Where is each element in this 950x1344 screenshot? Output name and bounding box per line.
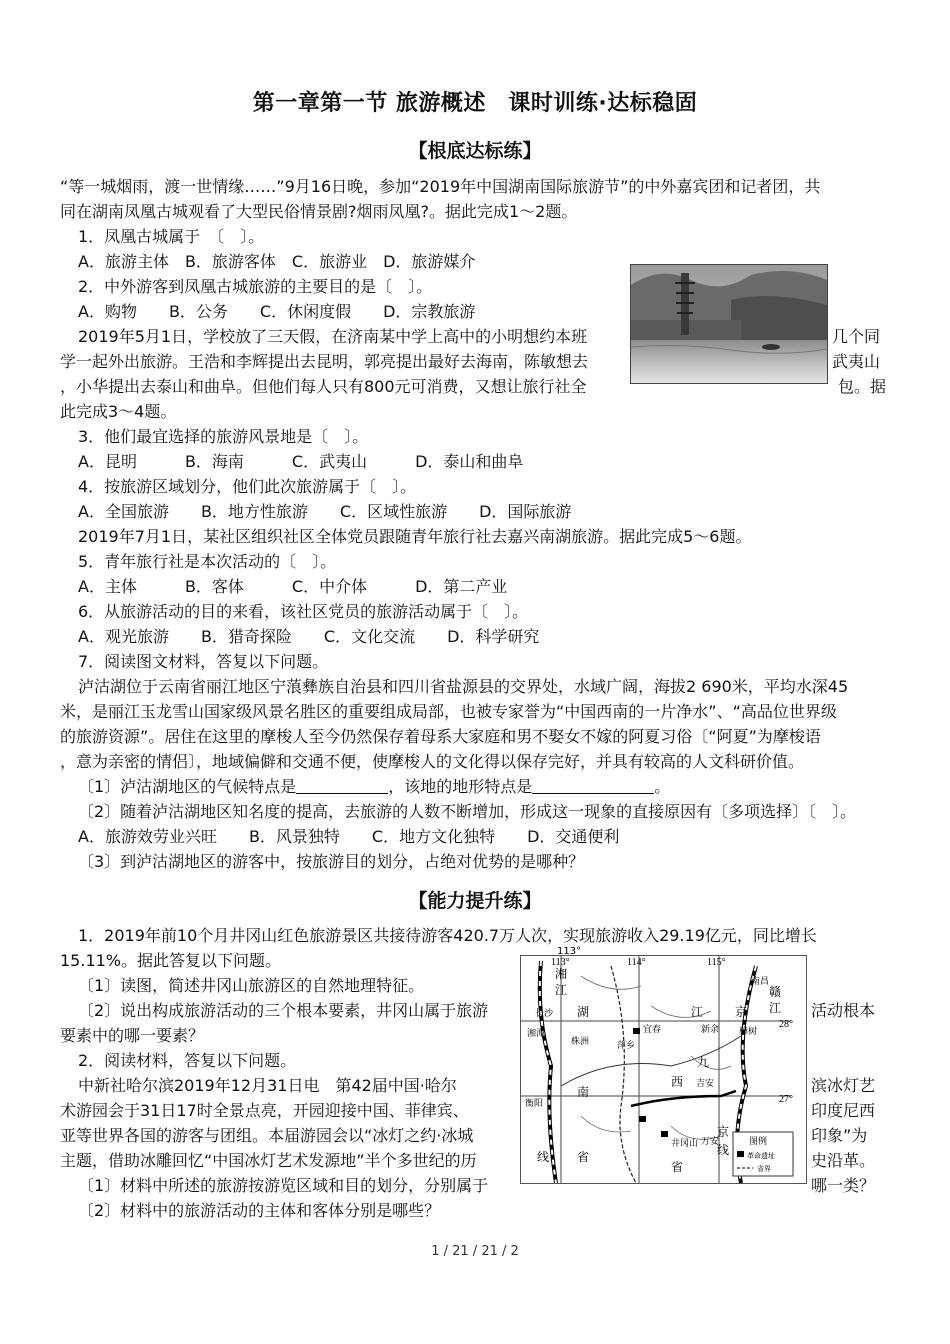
region-label: 线 (537, 1150, 550, 1164)
text-line: 15.11%。据此答复以下问题。 (60, 951, 282, 970)
text-line: 米，是丽江玉龙雪山国家级风景名胜区的重要组成局部，也被专家誉为“中国西南的一片净水”、“高品位世界级 (60, 702, 837, 721)
fenghuang-photo (630, 264, 828, 384)
region-label: 湖 (577, 1005, 590, 1019)
place-label: 长沙 (535, 1009, 554, 1019)
question-3: 3．他们最宜选择的旅游风景地是〔 〕。 (78, 427, 369, 446)
question-1: 1．凤凰古城属于 〔 〕。 (78, 227, 265, 246)
text-line: 印度尼西 (811, 1101, 876, 1120)
site-icon (661, 1131, 668, 1137)
boat-icon (762, 344, 780, 350)
site-icon (639, 1116, 646, 1122)
text-line: 2019年5月1日，学校放了三天假，在济南某中学上高中的小明想约本班 (78, 327, 588, 346)
page-title: 第一章第一节 旅游概述 课时训练·达标稳固 (252, 91, 698, 116)
legend-item: 革命遗址 (747, 1152, 775, 1160)
text-line: 此完成3～4题。 (60, 402, 177, 421)
text-line: 2019年7月1日，某社区组织社区全体党员跟随青年旅行社去嘉兴南湖旅游。据此完成5～6题。 (78, 527, 752, 546)
text-line: 同在湖南凤凰古城观看了大型民俗情景剧?烟雨凤凰?。据此完成1～2题。 (60, 202, 578, 221)
text-line: 滨冰灯艺 (811, 1076, 876, 1095)
text-line: 活动根本 (811, 1001, 876, 1020)
region-label: 南 (577, 1085, 590, 1099)
text-line: 几个同 (832, 327, 881, 346)
region-label: 西 (671, 1075, 684, 1089)
region-label: 京 (717, 1125, 730, 1139)
lon-label: 113° (557, 946, 582, 957)
text-line: 包。据 (838, 377, 887, 396)
text-line: 史沿革。 (811, 1151, 876, 1170)
question-adv-2: 2．阅读材料，答复以下问题。 (78, 1051, 297, 1070)
text-line: 学一起外出旅游。王浩和李辉提出去昆明，郭亮提出最好去海南，陈敏想去 (60, 352, 589, 371)
region-label: 江 (769, 1001, 782, 1015)
options-1: A．旅游主体 B．旅游客体 C．旅游业 D．旅游媒介 (78, 252, 476, 271)
jinggangshan-map (520, 946, 807, 1184)
highway-label: 泰井高速 (645, 1106, 673, 1114)
place-label: 新余 (701, 1025, 720, 1035)
legend-title: 图例 (749, 1137, 768, 1147)
lon-label: 113° (551, 957, 570, 968)
question-6: 6．从旅游活动的目的来看，该社区党员的旅游活动属于〔 〕。 (78, 602, 529, 621)
question-adv-2-1: 〔1〕材料中所述的旅游按游览区域和目的划分，分别属于 (78, 1176, 489, 1195)
question-7: 7．阅读图文材料，答复以下问题。 (78, 652, 329, 671)
place-label: 万安 (701, 1137, 720, 1147)
place-label: 井冈山 (671, 1139, 699, 1149)
options-3: A．昆明 B．海南 C．武夷山 D．泰山和曲阜 (78, 452, 524, 471)
text-line: 亚等世界各国的游客与团组。本届游园会以“冰灯之约·冰城 (60, 1126, 474, 1145)
region-label: 京 (735, 1005, 748, 1019)
question-adv-2-2: 〔2〕材料中的旅游活动的主体和客体分别是哪些？ (78, 1201, 441, 1220)
text-line: 泸沽湖位于云南省丽江地区宁蒗彝族自治县和四川省盐源县的交界处，水域广阔，海拔2 690米，平均水深45 (78, 677, 849, 696)
text-line: 印象”为 (811, 1126, 868, 1145)
section-heading-advanced: 【能力提升练】 (408, 890, 542, 912)
place-label: 吉安 (696, 1079, 715, 1089)
region-label: 省 (577, 1150, 590, 1164)
options-7-2: A．旅游效劳业兴旺 B．风景独特 C．地方文化独特 D．交通便利 (78, 827, 620, 846)
place-label: 南昌 (751, 977, 770, 987)
text-line: 武夷山 (832, 352, 881, 371)
region-label: 湘 (555, 967, 568, 981)
place-label: 湘潭 (527, 1029, 546, 1039)
options-5: A．主体 B．客体 C．中介体 D．第二产业 (78, 577, 508, 596)
text-line: ，小华提出去泰山和曲阜。但他们每人只有800元可消费，又想让旅行社全 (60, 377, 587, 396)
text-line: “等一城烟雨，渡一世情缘……”9月16日晚，参加“2019年中国湖南国际旅游节”的中外嘉宾团和记者团，共 (60, 177, 821, 196)
place-label: 萍乡 (617, 1041, 636, 1051)
section-heading-basic: 【根底达标练】 (408, 140, 542, 162)
options-2: A．购物 B．公务 C．休闲度假 D．宗教旅游 (78, 302, 476, 321)
site-icon (633, 1028, 640, 1034)
place-label: 樟树 (739, 1027, 758, 1037)
question-adv-1-2: 〔2〕说出构成旅游活动的三个根本要素，井冈山属于旅游 (78, 1001, 489, 1020)
lat-label: 28° (779, 1019, 793, 1030)
text-line: 的旅游资源”。居住在这里的摩梭人至今仍然保存着母系大家庭和男不娶女不嫁的阿夏习俗〔“阿夏”为摩梭语 (60, 727, 821, 746)
question-2: 2．中外游客到凤凰古城旅游的主要目的是〔 〕。 (78, 277, 433, 296)
text-line: 中新社哈尔滨2019年12月31日电 第42届中国·哈尔 (78, 1076, 457, 1095)
region-label: 江 (691, 1005, 704, 1019)
text-line: 要素中的哪一要素？ (60, 1026, 205, 1045)
page-footer: 1 / 21 / 21 / 2 (431, 1244, 519, 1259)
lon-label: 114° (627, 957, 646, 968)
question-5: 5．青年旅行社是本次活动的〔 〕。 (78, 552, 337, 571)
place-label: 株洲 (571, 1037, 590, 1047)
question-7-3: 〔3〕到泸沽湖地区的游客中，按旅游目的划分，占绝对优势的是哪种？ (78, 852, 585, 871)
question-7-1: 〔1〕泸沽湖地区的气候特点是 ，该地的地形特点是 。 (78, 777, 671, 796)
question-7-2: 〔2〕随着泸沽湖地区知名度的提高，去旅游的人数不断增加，形成这一现象的直接原因有〔多项选择〕〔 〕。 (78, 802, 857, 821)
region-label: 江 (555, 983, 568, 997)
text-line: 主题，借助冰雕回忆“中国冰灯艺术发源地”半个多世纪的历 (60, 1151, 477, 1170)
region-label: 九 (697, 1055, 710, 1069)
region-label: 线 (717, 1143, 730, 1157)
question-adv-1-1: 〔1〕读图，简述井冈山旅游区的自然地理特征。 (78, 976, 425, 995)
lat-label: 27° (779, 1094, 793, 1105)
place-label: 衡阳 (525, 1099, 544, 1109)
options-6: A．观光旅游 B．猎奇探险 C．文化交流 D．科学研究 (78, 627, 540, 646)
place-label: 宜春 (643, 1025, 662, 1035)
site-icon (737, 1151, 744, 1157)
text-line: ，意为亲密的情侣〕，地域偏僻和交通不便，使摩梭人的文化得以保存完好，并具有较高的人文科研价值。 (60, 752, 805, 771)
legend-item: 省界 (757, 1165, 771, 1173)
region-label: 赣 (769, 985, 782, 999)
options-4: A．全国旅游 B．地方性旅游 C．区域性旅游 D．国际旅游 (78, 502, 572, 521)
text-line: 术游园会于31日17时全景点亮，开园迎接中国、菲律宾、 (60, 1101, 469, 1120)
answer-blank (532, 777, 654, 794)
lon-label: 115° (707, 957, 726, 968)
answer-blank (296, 777, 388, 794)
region-label: 省 (671, 1160, 684, 1174)
text-line: 哪一类？ (811, 1176, 876, 1195)
question-4: 4．按旅游区域划分，他们此次旅游属于〔 〕。 (78, 477, 417, 496)
text-line: 1．2019年前10个月井冈山红色旅游景区共接待游客420.7万人次，实现旅游收入29.19亿元，同比增长 (78, 926, 817, 945)
